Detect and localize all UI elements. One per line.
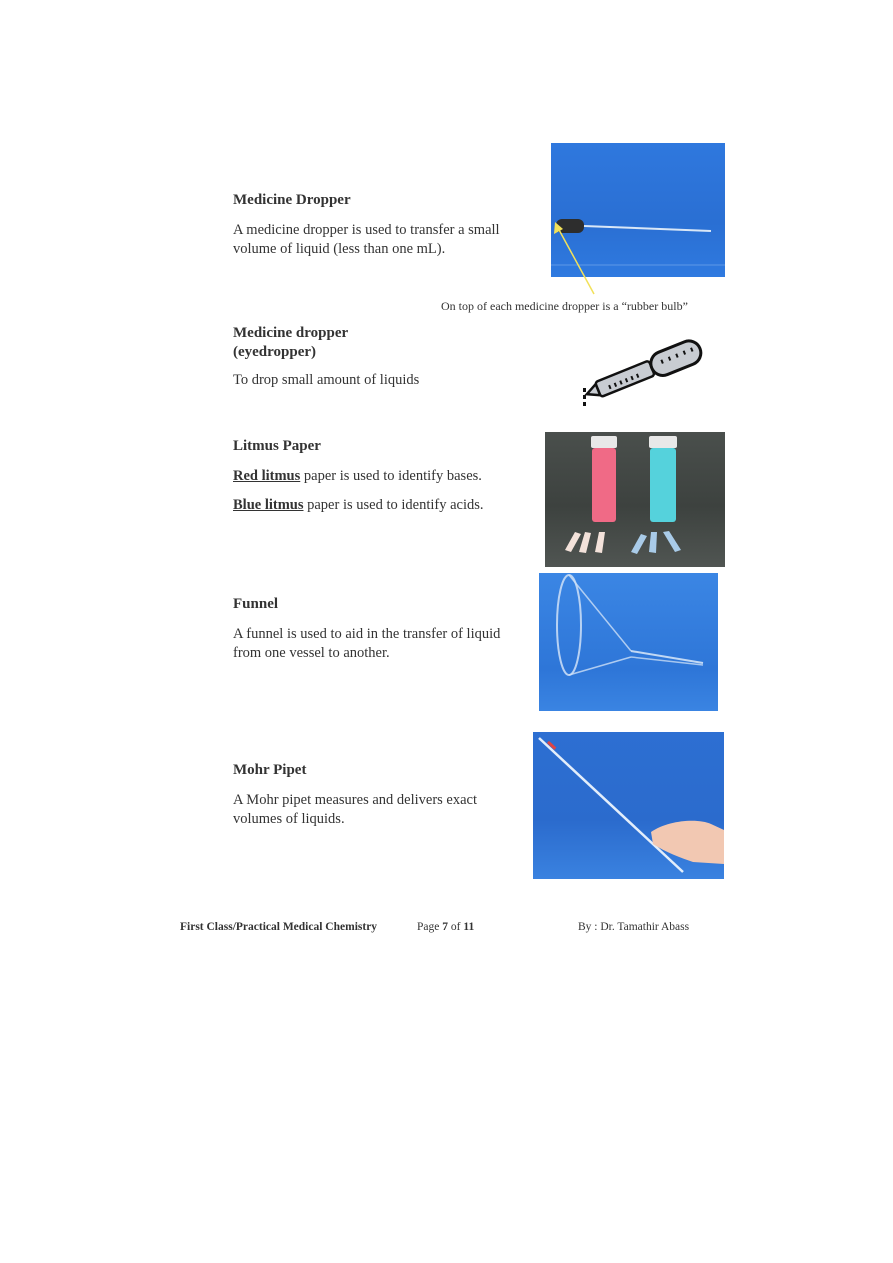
- footer-author: By : Dr. Tamathir Abass: [578, 921, 690, 933]
- red-litmus-term: Red litmus: [233, 468, 301, 484]
- section-funnel: [233, 596, 533, 663]
- funnel-heading: Funnel: [233, 596, 279, 612]
- mohr-heading: Mohr Pipet: [233, 762, 307, 778]
- blue-litmus-rest: paper is used to identify acids.: [303, 497, 484, 513]
- blue-litmus-line: [233, 496, 533, 515]
- footer-page-total: 11: [463, 921, 475, 933]
- litmus-paper-photo: [545, 432, 725, 567]
- funnel-line1: A funnel is used to aid in the transfer of liquid: [233, 626, 501, 642]
- footer-page-of: of: [447, 921, 464, 933]
- medicine-dropper-line2: volume of liquid (less than one mL).: [233, 241, 446, 257]
- mohr-line1: A Mohr pipet measures and delivers exact: [233, 792, 478, 808]
- footer-course-text: First Class/Practical Medical Chemistry: [180, 921, 378, 933]
- footer-page-number: 7: [442, 921, 448, 933]
- glass-tube-shape: [584, 226, 711, 231]
- funnel-line2: from one vessel to another.: [233, 645, 390, 661]
- section-litmus-paper: [233, 438, 533, 515]
- medicine-dropper-heading: Medicine Dropper: [233, 192, 351, 208]
- eyedropper-icon: [578, 325, 708, 410]
- litmus-heading: Litmus Paper: [233, 438, 321, 454]
- arrow-to-bulb-icon: [550, 220, 600, 300]
- mohr-line2: volumes of liquids.: [233, 811, 345, 827]
- section-medicine-dropper: [233, 192, 533, 259]
- eyedropper-text: To drop small amount of liquids: [233, 372, 420, 388]
- red-litmus-rest: paper is used to identify bases.: [300, 468, 482, 484]
- mohr-photo-illustration: [533, 732, 724, 879]
- eyedropper-heading-line2: (eyedropper): [233, 344, 317, 360]
- section-eyedropper: [233, 325, 533, 390]
- section-mohr-pipet: [233, 762, 533, 829]
- blue-litmus-term: Blue litmus: [233, 497, 304, 513]
- medicine-dropper-line1: A medicine dropper is used to transfer a small: [233, 222, 500, 238]
- rubber-bulb-caption: On top of each medicine dropper is a “rubber bulb”: [441, 299, 688, 313]
- footer-course: [180, 921, 377, 933]
- red-litmus-line: [233, 467, 533, 486]
- eyedropper-heading-line1: Medicine dropper: [233, 325, 349, 341]
- funnel-photo: [539, 573, 718, 711]
- footer-page-prefix: Page: [417, 921, 443, 933]
- funnel-photo-illustration: [539, 573, 718, 711]
- footer-page: [417, 921, 474, 933]
- litmus-photo-illustration: [545, 432, 725, 567]
- mohr-pipet-photo: [533, 732, 724, 879]
